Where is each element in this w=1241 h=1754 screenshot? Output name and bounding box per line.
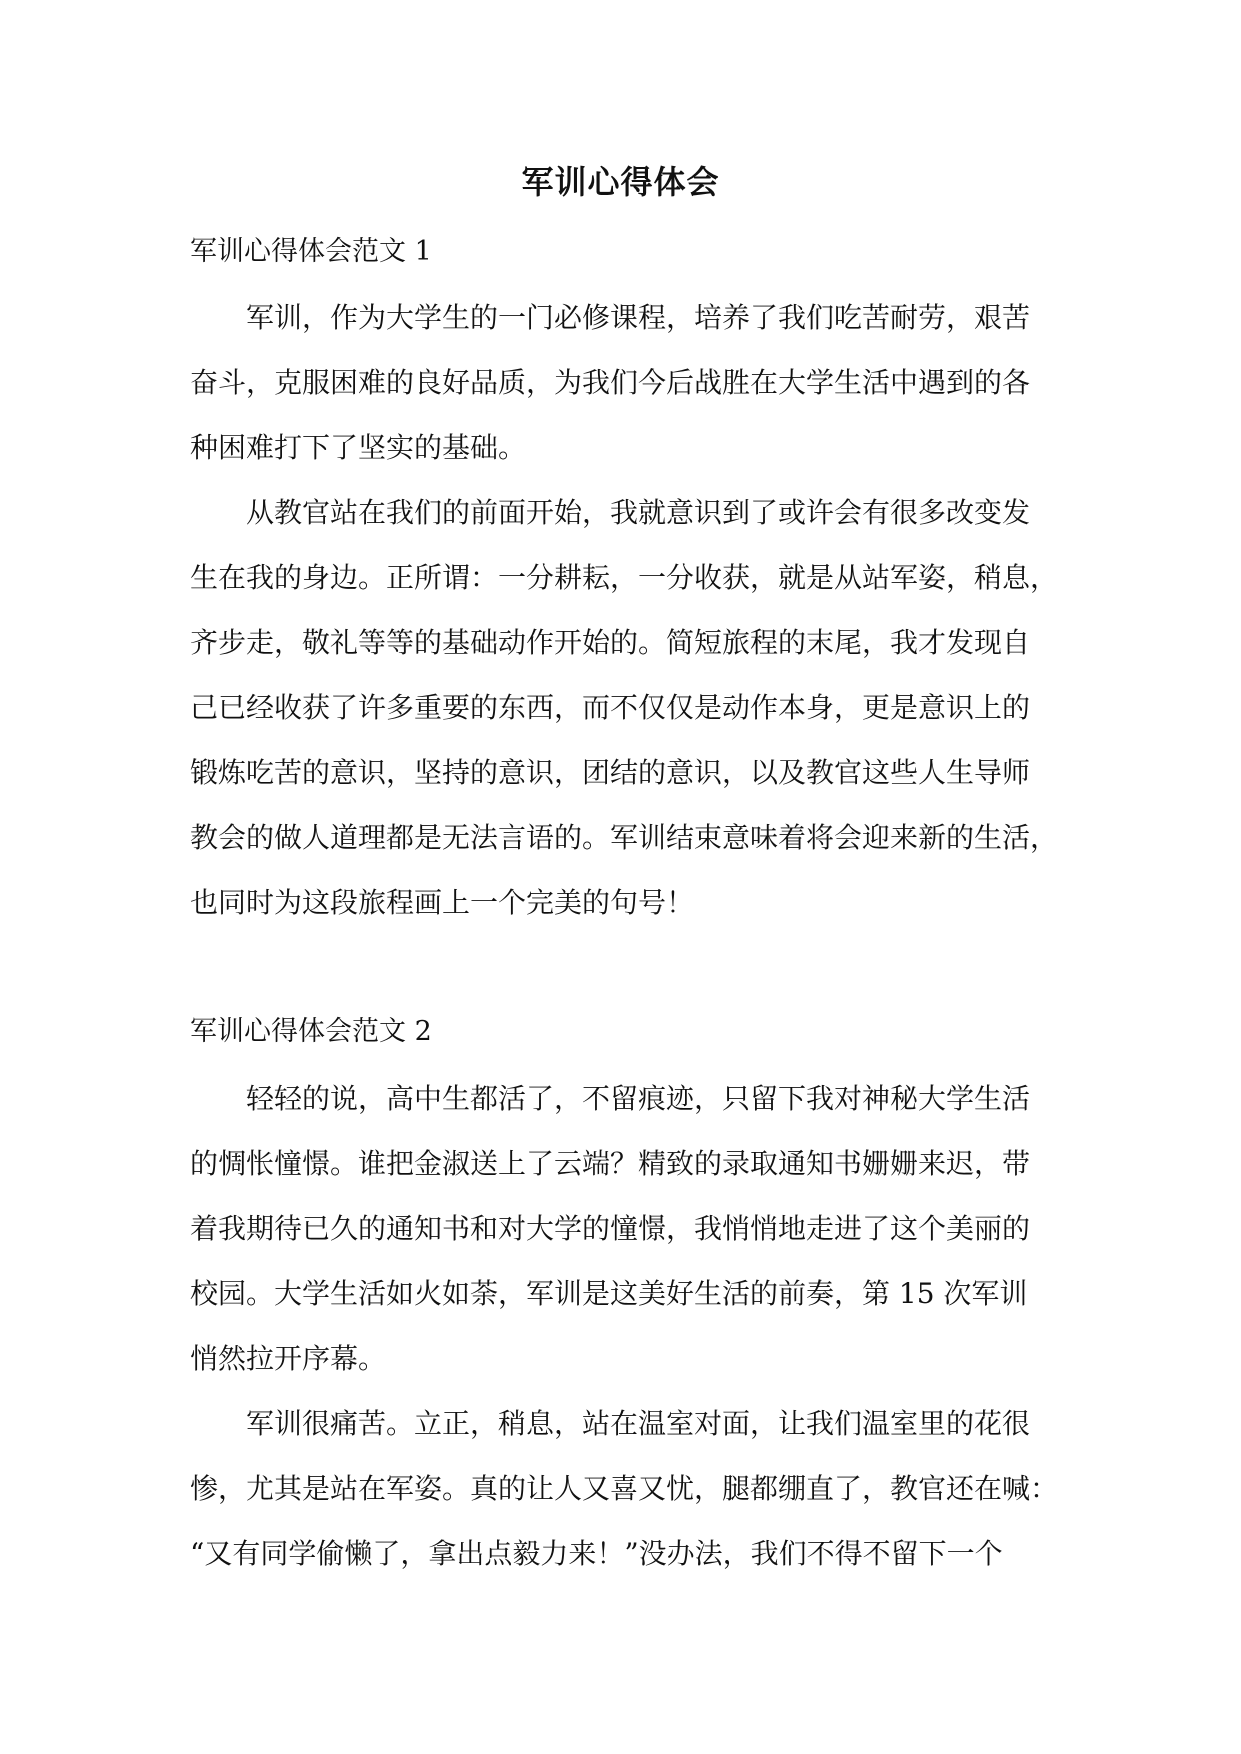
- paragraph-line: 教会的做人道理都是无法言语的。军训结束意味着将会迎来新的生活，: [190, 821, 1059, 854]
- paragraph-line: 从教官站在我们的前面开始，我就意识到了或许会有很多改变发: [246, 496, 1031, 529]
- paragraph-2: [190, 480, 1059, 935]
- paragraph-line: 种困难打下了坚实的基础。: [190, 431, 527, 464]
- document-title: 军训心得体会: [521, 163, 720, 201]
- paragraph-1: [190, 285, 1053, 480]
- paragraph-3: [190, 1066, 1053, 1391]
- paragraph-line: 惨，尤其是站在军姿。真的让人又喜又忧，腿都绷直了，教官还在喊：: [190, 1472, 1059, 1505]
- paragraph-line: 己已经收获了许多重要的东西，而不仅仅是动作本身，更是意识上的: [190, 691, 1031, 724]
- paragraph-line: 军训很痛苦。立正，稍息，站在温室对面，让我们温室里的花很: [246, 1407, 1031, 1440]
- paragraph-line: 奋斗，克服困难的良好品质，为我们今后战胜在大学生活中遇到的各: [190, 366, 1031, 399]
- paragraph-line: 锻炼吃苦的意识，坚持的意识，团结的意识，以及教官这些人生导师: [190, 756, 1031, 789]
- paragraph-line: 齐步走，敬礼等等的基础动作开始的。简短旅程的末尾，我才发现自: [190, 626, 1031, 659]
- paragraph-line: 也同时为这段旅程画上一个完美的句号！: [190, 886, 695, 919]
- paragraph-line: 军训，作为大学生的一门必修课程，培养了我们吃苦耐劳，艰苦: [246, 301, 1031, 334]
- paragraph-line: 生在我的身边。正所谓：一分耕耘，一分收获，就是从站军姿，稍息，: [190, 561, 1059, 594]
- paragraph-line: 校园。大学生活如火如荼，军训是这美好生活的前奏，第 15 次军训: [190, 1277, 1028, 1310]
- paragraph-line: 着我期待已久的通知书和对大学的憧憬，我悄悄地走进了这个美丽的: [190, 1212, 1031, 1245]
- paragraph-line: 的惆怅憧憬。谁把金淑送上了云端？精致的录取通知书姗姗来迟，带: [190, 1147, 1031, 1180]
- paragraph-line: “又有同学偷懒了，拿出点毅力来！”没办法，我们不得不留下一个: [190, 1537, 1003, 1570]
- paragraph-line: 悄然拉开序幕。: [190, 1342, 387, 1375]
- section-heading-1: 军训心得体会范文 1: [190, 236, 432, 267]
- paragraph-4: [190, 1391, 1059, 1586]
- section-heading-2: 军训心得体会范文 2: [190, 1016, 432, 1047]
- paragraph-line: 轻轻的说，高中生都活了，不留痕迹，只留下我对神秘大学生活: [246, 1082, 1031, 1115]
